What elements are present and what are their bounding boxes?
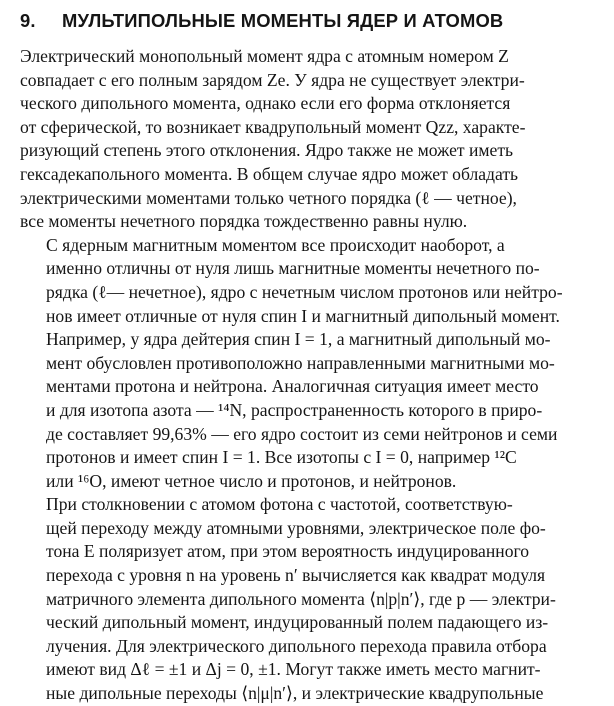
paragraph-line: от сферической, то возникает квадрупольный момент Qzz, характе-: [20, 116, 526, 137]
paragraph-line: гексадекапольного момента. В общем случае ядро может обладать: [20, 163, 519, 184]
paragraph-line: щей переходу между атомными уровнями, электрическое поле фо-: [46, 517, 546, 538]
paragraph-line: и для изотопа азота — ¹⁴N, распространенность которого в приро-: [46, 399, 543, 420]
paragraph-line: При столкновении с атомом фотона с частотой, соответствую-: [46, 494, 513, 515]
paragraph-2: [20, 234, 598, 494]
paragraph-line: Электрический монопольный момент ядра с атомным номером Z: [20, 46, 509, 66]
paragraph-line: де составляет 99,63% — его ядро состоит из семи нейтронов и семи: [46, 423, 558, 444]
section-title: МУЛЬТИПОЛЬНЫЕ МОМЕНТЫ ЯДЕР И АТОМОВ: [62, 10, 504, 31]
paragraph-line: ные дипольные переходы ⟨n|μ|n′⟩, и электрические квадрупольные: [46, 683, 544, 704]
paragraph-line: матричного элемента дипольного момента ⟨n|p|n′⟩, где p — электри-: [46, 588, 556, 609]
paragraph-line: протонов и имеет спин I = 1. Все изотопы с I = 0, например ¹²C: [46, 447, 517, 468]
paragraph-line: перехода с уровня n на уровень n′ вычисляется как квадрат модуля: [46, 565, 546, 586]
section-number: 9.: [20, 10, 36, 31]
paragraph-line: все моменты нечетного порядка тождественно равны нулю.: [20, 211, 468, 232]
paragraph-line: имеют вид Δℓ = ±1 и Δj = 0, ±1. Могут также иметь место магнит-: [46, 659, 541, 680]
paragraph-line: именно отличны от нуля лишь магнитные моменты нечетного по-: [46, 258, 540, 279]
paragraph-line: С ядерным магнитным моментом все происходит наоборот, а: [46, 234, 505, 255]
paragraph-line: нов имеет отличные от нуля спин I и магнитный дипольный момент.: [46, 305, 560, 326]
paragraph-line: тона E поляризует атом, при этом вероятность индуцированного: [46, 541, 530, 562]
paragraph-1: [20, 45, 598, 234]
paragraph-line: электрическими моментами только четного порядка (ℓ — четное),: [20, 187, 517, 208]
paragraph-line: рядка (ℓ— нечетное), ядро с нечетным числом протонов или нейтро-: [46, 281, 563, 302]
section-heading: [20, 10, 598, 32]
paragraph-line: мент обусловлен противоположно направленными магнитными мо-: [46, 352, 555, 373]
paragraph-line: ризующий степень этого отклонения. Ядро также не может иметь: [20, 140, 514, 161]
paragraph-line: ческого дипольного момента, однако если его форма отклоняется: [20, 93, 511, 114]
paragraph-line: Например, у ядра дейтерия спин I = 1, а магнитный дипольный мо-: [46, 329, 551, 350]
paragraph-3: [20, 493, 598, 705]
paragraph-line: или ¹⁶O, имеют четное число и протонов, и нейтронов.: [46, 470, 457, 491]
paragraph-line: лучения. Для электрического дипольного перехода правила отбора: [46, 635, 547, 656]
paragraph-line: ческий дипольный момент, индуцированный полем падающего из-: [46, 612, 549, 633]
paragraph-line: совпадает с его полным зарядом Ze. У ядра не существует электри-: [20, 69, 525, 90]
paragraph-line: ментами протона и нейтрона. Аналогичная ситуация имеет место: [46, 376, 539, 397]
